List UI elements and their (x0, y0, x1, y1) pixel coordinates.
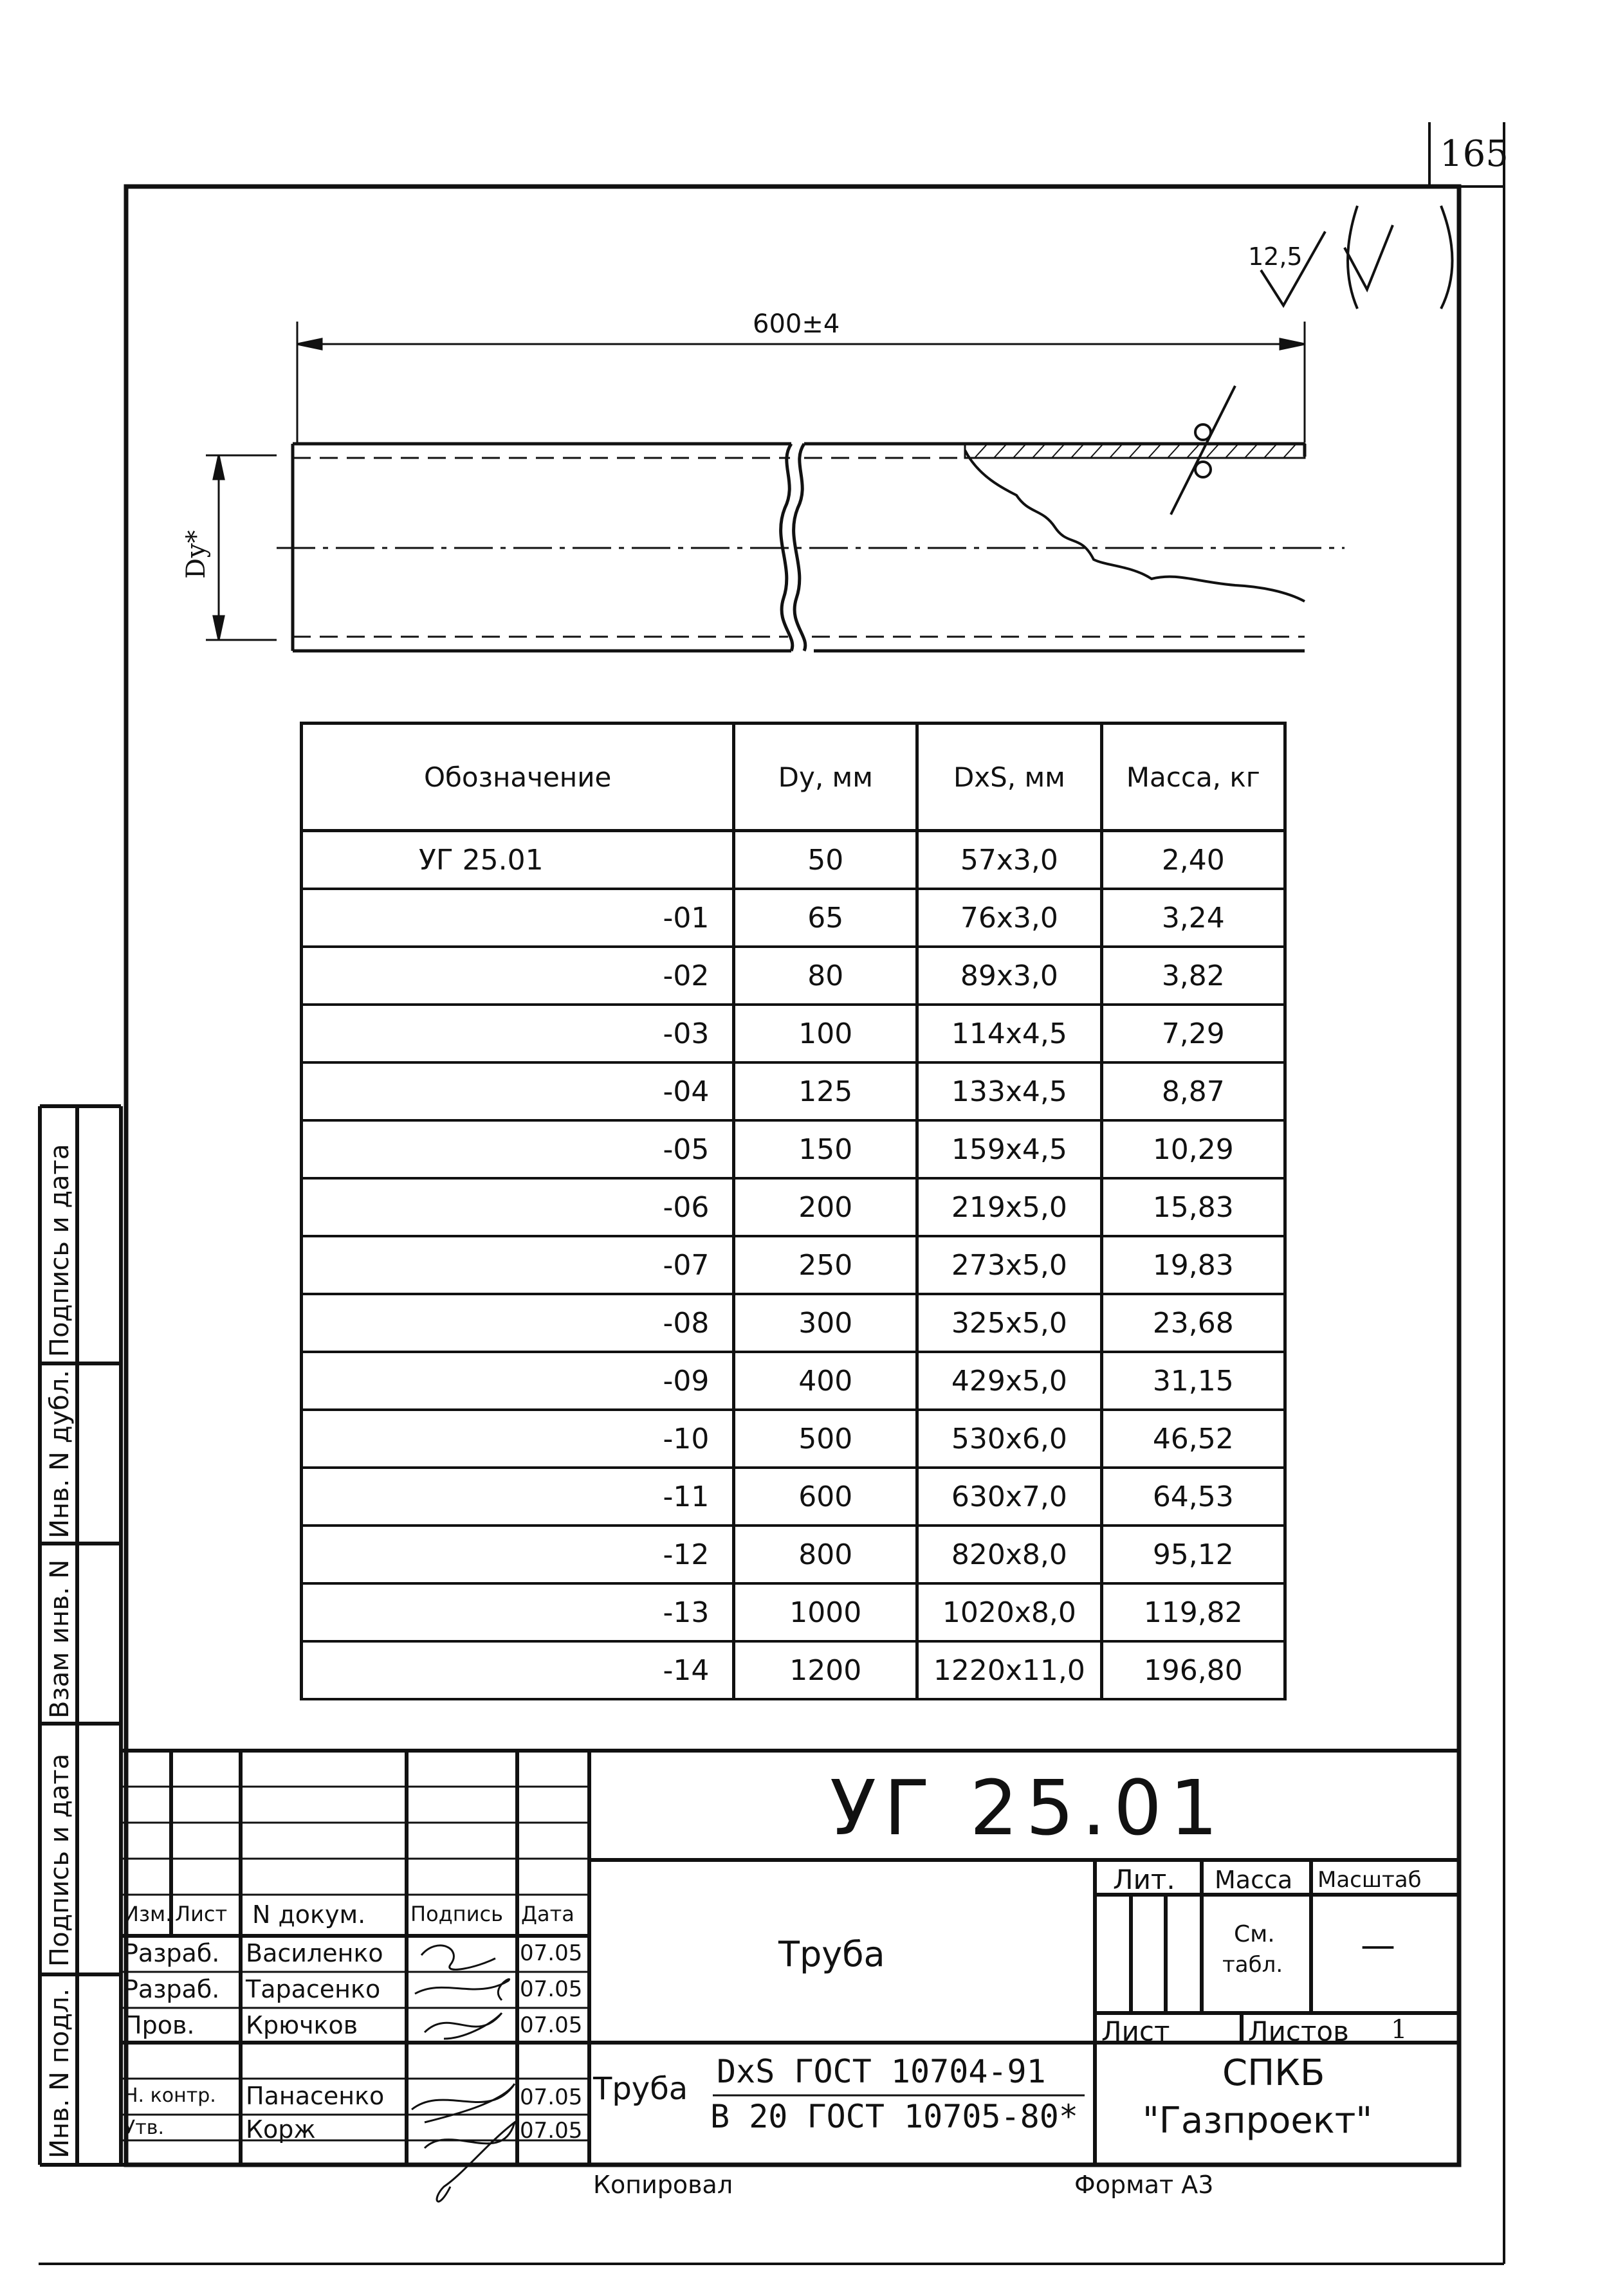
dy-cell: 65 (734, 889, 917, 947)
copied-label: Копировал (593, 2171, 733, 2199)
role-developer-1: Разраб. (124, 1939, 220, 1967)
mass-cell: 15,83 (1101, 1178, 1285, 1236)
table-row (302, 1468, 1285, 1526)
designation-cell: -10 (302, 1410, 734, 1468)
mass-cell: 7,29 (1101, 1005, 1285, 1062)
person-norm-control: Панасенко (246, 2082, 385, 2110)
date-norm-control: 07.05 (520, 2084, 583, 2110)
dy-cell: 150 (734, 1120, 917, 1178)
mass-cell: 3,82 (1101, 947, 1285, 1005)
mass-cell: 2,40 (1101, 831, 1285, 889)
date-developer-1: 07.05 (520, 1940, 583, 1966)
designation-cell: -03 (302, 1005, 734, 1062)
col-dy: Dу, мм (734, 724, 917, 831)
col-dxs: DxS, мм (917, 724, 1101, 831)
role-checker: Пров. (124, 2011, 195, 2039)
dxs-cell: 159x4,5 (917, 1120, 1101, 1178)
dxs-cell: 1020x8,0 (917, 1583, 1101, 1641)
dxs-cell: 530x6,0 (917, 1410, 1101, 1468)
dxs-cell: 1220x11,0 (917, 1641, 1101, 1699)
designation-cell: -05 (302, 1120, 734, 1178)
person-approver: Корж (246, 2115, 316, 2144)
dy-cell: 125 (734, 1062, 917, 1120)
dy-cell: 600 (734, 1468, 917, 1526)
material-bottom: В 20 ГОСТ 10705-80* (710, 2098, 1078, 2135)
dy-cell: 800 (734, 1526, 917, 1583)
mass-cell: 23,68 (1101, 1294, 1285, 1352)
dxs-cell: 273x5,0 (917, 1236, 1101, 1294)
mass-cell: 95,12 (1101, 1526, 1285, 1583)
table-row (302, 947, 1285, 1005)
designation-cell: УГ 25.01 (302, 831, 734, 889)
dxs-cell: 57x3,0 (917, 831, 1101, 889)
designation-cell: -13 (302, 1583, 734, 1641)
designation-cell: -04 (302, 1062, 734, 1120)
person-checker: Крючков (246, 2011, 358, 2039)
dxs-cell: 89x3,0 (917, 947, 1101, 1005)
designation-cell: -11 (302, 1468, 734, 1526)
format-label: Формат А3 (1074, 2171, 1214, 2199)
role-approver: Утв. (124, 2117, 164, 2139)
dxs-cell: 429x5,0 (917, 1352, 1101, 1410)
designation-cell: -14 (302, 1641, 734, 1699)
mass-label: Масса (1215, 1866, 1293, 1894)
mass-cell: 46,52 (1101, 1410, 1285, 1468)
side-label-vzam-inv: Взам инв. N (45, 1559, 75, 1718)
designation-cell: -07 (302, 1236, 734, 1294)
table-row (302, 889, 1285, 947)
designation-cell: -12 (302, 1526, 734, 1583)
sheets-label: Листов (1248, 2016, 1349, 2047)
col-header-list: Лист (175, 1902, 228, 1926)
roughness-value: 12,5 (1248, 242, 1303, 271)
side-label-sign-date-1: Подпись и дата (45, 1143, 75, 1357)
material-prefix: Труба (593, 2071, 688, 2107)
dy-cell: 1200 (734, 1641, 917, 1699)
part-name: Труба (778, 1934, 885, 1974)
col-designation: Обозначение (302, 724, 734, 831)
designation-cell: -09 (302, 1352, 734, 1410)
col-header-sign: Подпись (410, 1902, 503, 1926)
role-developer-2: Разраб. (124, 1975, 220, 2003)
designation-cell: -06 (302, 1178, 734, 1236)
dy-cell: 50 (734, 831, 917, 889)
table-row (302, 1583, 1285, 1641)
mass-cell: 119,82 (1101, 1583, 1285, 1641)
dy-cell: 300 (734, 1294, 917, 1352)
designation: УГ 25.01 (830, 1763, 1226, 1852)
dxs-cell: 114x4,5 (917, 1005, 1101, 1062)
col-header-izm: Изм. (124, 1902, 172, 1926)
table-row (302, 1294, 1285, 1352)
dxs-cell: 76x3,0 (917, 889, 1101, 947)
dxs-cell: 820x8,0 (917, 1526, 1101, 1583)
table-row (302, 831, 1285, 889)
dy-cell: 400 (734, 1352, 917, 1410)
sheets-value: 1 (1391, 2015, 1408, 2045)
table-row (302, 1236, 1285, 1294)
mass-cell: 196,80 (1101, 1641, 1285, 1699)
mass-value-line2: табл. (1222, 1952, 1283, 1978)
mass-cell: 31,15 (1101, 1352, 1285, 1410)
table-row (302, 1526, 1285, 1583)
mass-cell: 3,24 (1101, 889, 1285, 947)
org-line1: СПКБ (1222, 2052, 1325, 2094)
person-developer-2: Тарасенко (246, 1975, 381, 2003)
mass-cell: 19,83 (1101, 1236, 1285, 1294)
designation-cell: -08 (302, 1294, 734, 1352)
mass-value-line1: См. (1234, 1921, 1275, 1947)
dxs-cell: 133x4,5 (917, 1062, 1101, 1120)
dy-cell: 80 (734, 947, 917, 1005)
scale-label: Масштаб (1318, 1867, 1422, 1893)
col-header-doc: N докум. (252, 1900, 366, 1929)
org-line2: "Газпроект" (1143, 2100, 1373, 2142)
table-row (302, 1410, 1285, 1468)
table-row (302, 1005, 1285, 1062)
table-row (302, 1120, 1285, 1178)
sheet-label: Лист (1101, 2016, 1170, 2047)
mass-cell: 8,87 (1101, 1062, 1285, 1120)
dy-cell: 200 (734, 1178, 917, 1236)
dy-cell: 1000 (734, 1583, 917, 1641)
material-top: DxS ГОСТ 10704-91 (717, 2053, 1046, 2090)
dxs-cell: 630x7,0 (917, 1468, 1101, 1526)
diameter-label: Dу* (181, 530, 211, 579)
page-number: 165 (1440, 133, 1509, 175)
date-checker: 07.05 (520, 2012, 583, 2038)
length-dimension: 600±4 (753, 309, 840, 339)
table-row (302, 1062, 1285, 1120)
designation-cell: -01 (302, 889, 734, 947)
lit-label: Лит. (1113, 1864, 1175, 1895)
role-norm-control: Н. контр. (124, 2084, 216, 2107)
scale-value: — (1361, 1925, 1395, 1965)
person-developer-1: Василенко (246, 1939, 383, 1967)
dy-cell: 250 (734, 1236, 917, 1294)
mass-cell: 64,53 (1101, 1468, 1285, 1526)
col-header-date: Дата (521, 1902, 574, 1926)
col-mass: Масса, кг (1101, 724, 1285, 831)
table-row (302, 1641, 1285, 1699)
side-label-sign-date-2: Подпись и дата (45, 1753, 75, 1967)
side-label-inv-dubl: Инв. N дубл. (45, 1370, 75, 1538)
mass-cell: 10,29 (1101, 1120, 1285, 1178)
dxs-cell: 219x5,0 (917, 1178, 1101, 1236)
designation-cell: -02 (302, 947, 734, 1005)
date-approver: 07.05 (520, 2118, 583, 2144)
table-row (302, 1352, 1285, 1410)
table-row (302, 1178, 1285, 1236)
dy-cell: 500 (734, 1410, 917, 1468)
date-developer-2: 07.05 (520, 1976, 583, 2002)
side-label-inv-podl: Инв. N подл. (45, 1988, 75, 2158)
specification-table (300, 722, 1287, 1700)
dy-cell: 100 (734, 1005, 917, 1062)
dxs-cell: 325x5,0 (917, 1294, 1101, 1352)
